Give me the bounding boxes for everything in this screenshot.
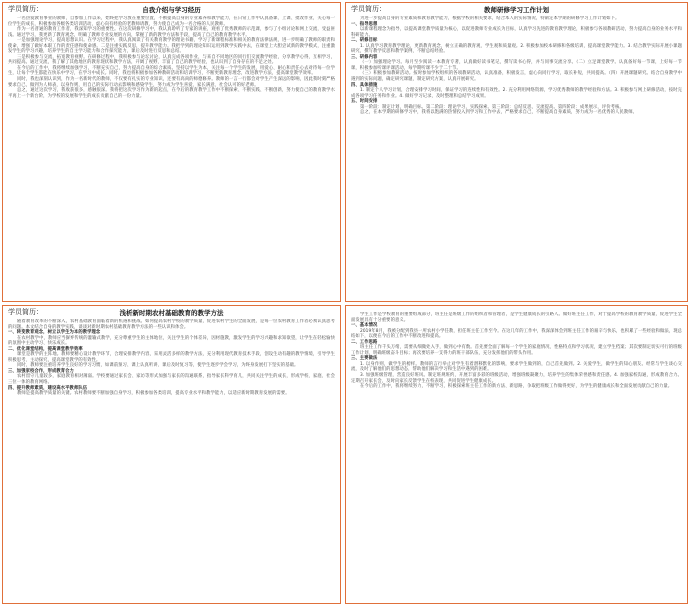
paragraph: 班主任工作千头万绪，需要从细微处入手，做到心中有数。首先要全面了解每一个学生的家庭情况、性格特点和学习状况，建立学生档案；其次要制定切实可行的班级工作计划，明确班级奋斗目标；再次要培养一支得力的班干部队伍，充分发挥他们的带头作用。	[351, 345, 682, 356]
paragraph: 农村留守儿童较多，家庭教育相对薄弱。学校要通过家长会、家访等形式加强与家长的沟通联系，指导家长科学育儿，共同关注学生的成长，形成学校、家庭、社会三位一体的教育网络。	[8, 374, 335, 386]
panel-label: 学员简历：	[351, 5, 386, 13]
paragraph: 学生工作是学校教育的重要组成部分，班主任是班级工作的组织者和管理者，是学生健康成长的引路人。做好班主任工作，对于提高学校的教育教学质量，促进学生全面发展具有十分重要的意义。	[351, 312, 682, 323]
panel-title: 教师研修学习工作计划	[484, 6, 549, 14]
panel-body	[8, 319, 335, 599]
section-heading: 三、研修内容	[351, 54, 378, 60]
panel-title: 浅析新时期农村基础教育的教学方法	[119, 309, 224, 317]
paragraph: 为进一步提高自身的专业素质和教育教学能力，根据学校的相关要求，结合本人的实际情况，特制定本学期的研修学习工作计划如下。	[360, 16, 620, 21]
paragraph: 随着教育改革的不断深入，农村基础教育面临着新的机遇和挑战。如何提高农村学校的教学质量，促进农村学生的全面发展，是每一位农村教育工作者必须认真思考的问题。本文结合自身的教学实践，谈谈对新时期农村基础教育教学方法的一些认识和体会。	[8, 319, 335, 330]
section-heading: 二、工作思路	[351, 339, 378, 345]
essay-panel-3	[2, 305, 341, 604]
paragraph: （一）加强理论学习。每月至少阅读一本教育专著，认真做好读书笔记，撰写读书心得，并与同事交流分享。（二）立足课堂教学。认真备好每一节课，上好每一节课，积极参加听课评课活动，每学期听课不少于二十节。	[351, 60, 682, 71]
paragraph: 在农村教学中，教师应当摒弃传统的灌输式教学，充分尊重学生的主体地位，关注学生的个体差异，因材施教，激发学生的学习兴趣和求知欲望，让学生在轻松愉快的氛围中主动学习、快乐成长。	[8, 335, 335, 347]
section-heading: 三、加强家校合作，形成教育合力	[8, 368, 74, 374]
paragraph: 同时，我也深刻认识到，作为一名新时代的教师，不仅要有扎实的专业知识，还要有高尚的师德修养。教师的一言一行都会对学生产生深远的影响，因此我时刻严格要求自己，做到为人师表，以身作则，用自己的实际行动去影响和感染学生，努力成为学生喜爱、家长满意、社会认可的好老师。	[8, 77, 335, 88]
paragraph: 作为一名普通的教育工作者，我深知学习的重要性。在这次研修学习中，我认真聆听了专家的讲座，观看了优秀教师的示范课，参与了小组讨论和网上交流，受益匪浅。通过学习，我更新了教育观念，明确了教师专业发展的方向，掌握了新的教学方法和手段，提高了自己的教育教学水平。	[8, 27, 335, 38]
section-heading: 三、主要做法	[351, 356, 378, 362]
panel-body	[351, 16, 682, 297]
paragraph: 在今后的工作中，我将继续努力，不断学习，积极探索班主任工作的新方法、新思路，争取把班级工作做得更好，为学生的健康成长和全面发展贡献自己的力量。	[360, 384, 673, 390]
panel-title: 自我介绍与学习经历	[142, 6, 201, 14]
panel-label: 学员简历：	[8, 5, 43, 13]
section-heading: 五、时间安排	[351, 99, 378, 105]
paragraph: 2019年8月，我被分配到我县一所农村小学任教，担任班主任工作至今。在这几年的工作中，我深深体会到班主任工作的艰辛与快乐，也积累了一些经验和做法，现总结如下，以便在今后的工作中不断改进和提高。	[351, 328, 682, 340]
section-heading: 二、优化课堂结构，提高课堂教学效率	[8, 346, 83, 352]
essay-panel-4	[345, 305, 688, 604]
paragraph: 总之，通过这次学习，我收获很多，感触很深。我将把这次学习作为新的起点，在今后的教育教学工作中不断探索、不断实践、不断创新，努力使自己的教育教学水平再上一个新台阶，为学校的发展和学生的成长贡献自己的一份力量。	[8, 88, 335, 99]
paragraph: 教师是提高教学质量的关键。农村教师要不断加强自身学习，积极参加各类培训，提高专业水平和教学能力，以适应新时期教育发展的需要。	[17, 391, 290, 397]
section-heading: 四、提升教师素质，建设高水平教师队伍	[8, 385, 88, 391]
paragraph: 一是加强理论学习，提高思想认识。在学习过程中，我认真阅读了有关教育教学的理论书籍，学习了新课程标准和相关的教育法律法规，进一步明确了教师的职责和使命，增强了做好本职工作的责任感和使命感。二是注重实践反思，提升教学能力。我把学到的理论知识运用到教学实践中去，在课堂上大胆尝试新的教学模式，注重激发学生的学习兴趣，培养学生的自主学习能力和合作探究能力，课后及时进行反思和总结。	[8, 38, 335, 55]
paragraph: （三）积极参加教研活动。按时参加学校组织的各项教研活动，认真准备，积极发言，虚心向同行学习，取长补短，共同提高。（四）开展课题研究。结合自身教学中遇到的实际问题，确定研究课题，制定研究方案，认真开展研究。	[351, 71, 682, 83]
section-heading: 四、具体措施	[351, 82, 378, 88]
paragraph: 课堂是教学的主阵地。教师要精心设计教学环节，合理安排教学内容，采用灵活多样的教学方法，充分利用现代教育技术手段，创设生动有趣的教学情境，引导学生积极思考、主动探究，提高课堂教学的有效性。	[8, 352, 335, 363]
paragraph: 1. 制定个人学习计划，合理安排学习时间，保证学习的连续性和有效性。2. 充分利用网络资源，学习优秀教师的教学经验和方法。3. 积极参与网上研修活动，按时完成各项学习任务和作业。4. 做好学习记录，及时整理和总结学习成果。	[351, 88, 682, 99]
paragraph: 3. 加强班级管理，营造良好班风。制定班规班约，开展丰富多彩的班级活动，增强班级凝聚力，培养学生的集体荣誉感和责任感。4. 加强家校沟通，形成教育合力。定期召开家长会，及时向家长反馈学生在校表现，共同促进学生健康成长。	[351, 373, 682, 384]
section-heading: 一、基本情况	[351, 323, 378, 329]
paragraph: 第一阶段：制定计划，明确目标。第二阶段：理论学习，实践探索。第三阶段：总结反思，交流提高。第四阶段：成果展示，评价考核。	[360, 104, 624, 110]
section-heading: 一、指导思想	[351, 21, 378, 27]
essay-panel-1	[2, 2, 341, 302]
paragraph: 同时，教师要注重培养学生良好的学习习惯，如课前预习、课上认真听讲、课后及时复习等，使学生逐步学会学习，为终身发展打下坚实的基础。	[17, 363, 299, 369]
paragraph: 一名热爱教育事业的教师，自参加工作以来，始终把学习放在重要位置，不断提高自身的专业素养和教学能力，在日常工作中认真备课、上课、批改作业，关心每一位学生的成长，积极参加各级各类培训活动，虚心向有经验的老教师请教，努力使自己成为一名合格的人民教师。	[8, 16, 335, 27]
paragraph: 三是积极参与交流，拓宽教育视野。在研修过程中，我积极参与论坛讨论，认真完成各项作业，与来自不同地区的同行们交流教学经验，分享教学心得，互相学习，共同提高。通过交流，我了解了其他地区的教育现状和教学方法，开阔了视野，丰富了自己的教学经验，也认识到了自身存在的不足之处。	[8, 54, 335, 66]
panel-label: 学员简历：	[8, 308, 43, 316]
paragraph: 1. 以身作则，做学生的榜样。教师的言行举止对学生有着潜移默化的影响，要求学生做到的，自己首先做到。2. 关爱学生，做学生的知心朋友。经常与学生谈心交流，及时了解他们的思想动态，帮助他们解决学习和生活中遇到的困难。	[351, 361, 682, 373]
panel-body	[8, 16, 335, 297]
panel-body	[351, 312, 682, 599]
section-heading: 二、研修目标	[351, 38, 378, 44]
section-heading: 一、转变教育观念，树立以学生为本的教学理念	[8, 330, 101, 336]
paragraph: 以新课程理念为指导，以提高课堂教学质量为核心，以促进教师专业成长为目标，认真学习先进的教育教学理论，积极参与各项教研活动，努力提高自身的业务水平和科研能力。	[351, 27, 682, 38]
essay-panel-2	[345, 2, 688, 302]
paragraph: 总之，在本学期的研修学习中，我将以饱满的热情投入到学习和工作中去，严格要求自己，不断提高自身素质，努力成为一名优秀的人民教师。	[360, 110, 637, 116]
paragraph: 在今后的工作中，我将继续加强学习，不断充实自己，努力提高自身的综合素质。坚持以学生为本，关注每一个学生的发展，用爱心、耐心和责任心去对待每一位学生，让每个学生都能在快乐中学习，在学习中成长。同时，我也将积极参加各种教研活动和培训学习，不断更新教育理念，改进教学方法，提高课堂教学效率。	[8, 65, 335, 77]
paragraph: 1. 认真学习教育教学理论，更新教育观念，树立正确的教育观、学生观和质量观。2. 积极参加校本研修和各级培训，提高课堂教学能力。3. 结合教学实际开展小课题研究，撰写教学反思和教学案例，不断总结经验。	[351, 43, 682, 55]
